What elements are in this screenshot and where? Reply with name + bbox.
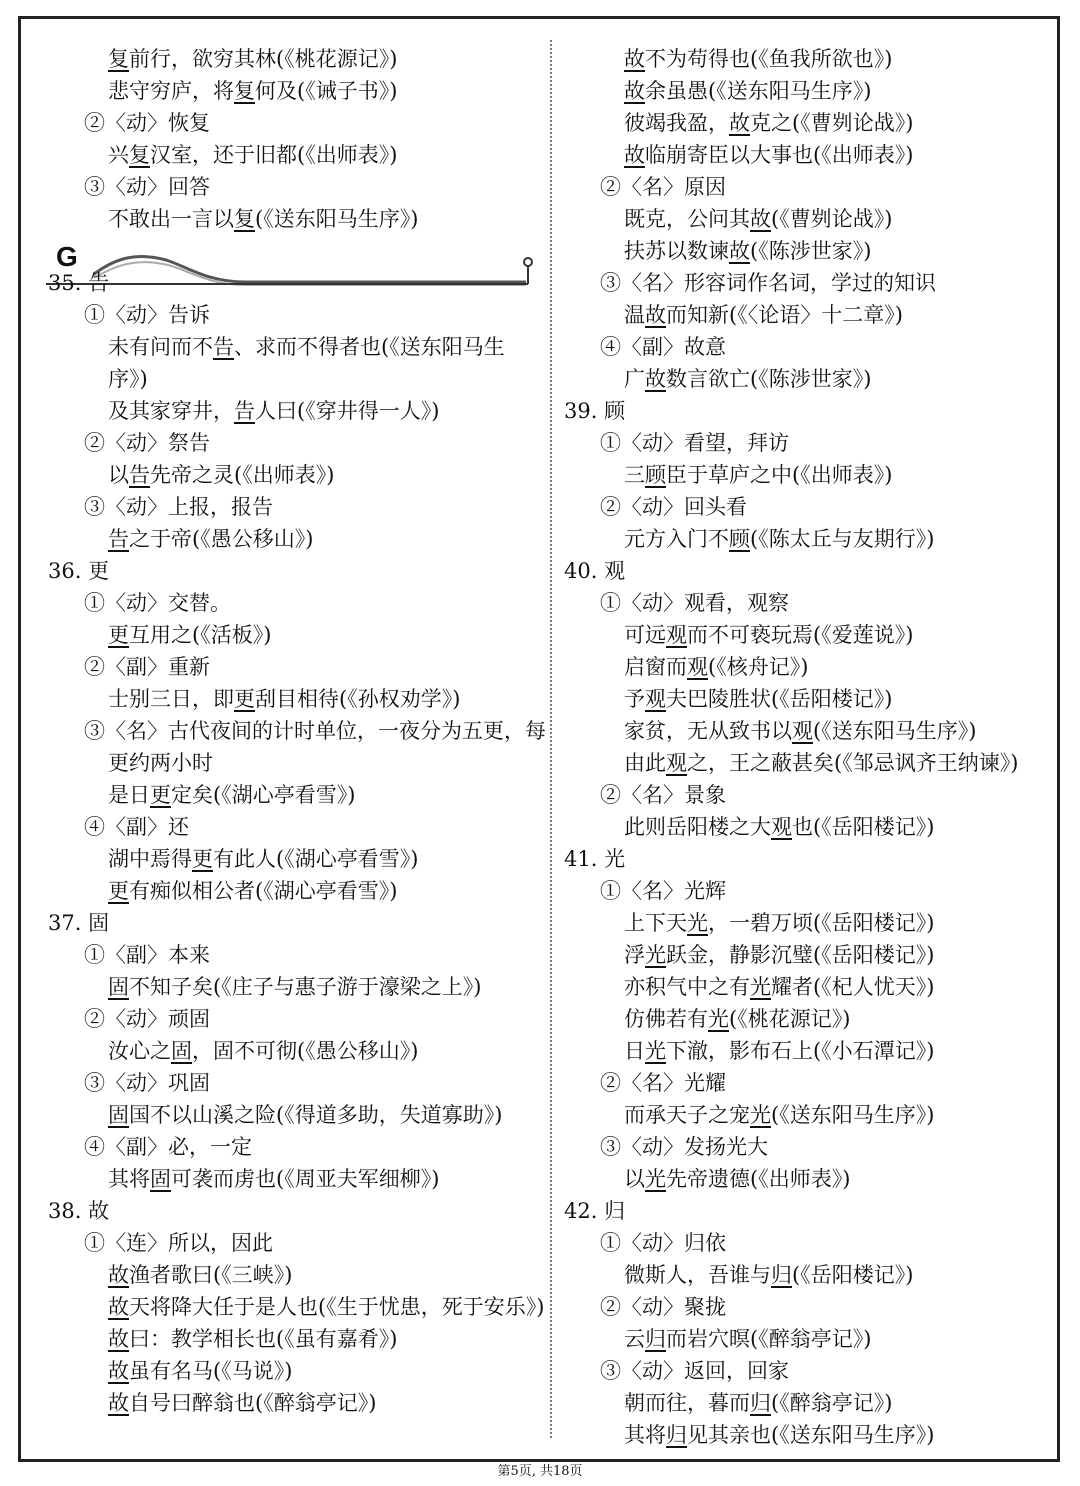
line-text-before: ②〈动〉恢复 — [84, 111, 210, 135]
underlined-keyword: 复 — [234, 207, 255, 231]
line-text-before: ③〈动〉上报，报告 — [84, 495, 273, 519]
line-text-before: 序》) — [108, 367, 148, 391]
sense-line — [84, 1068, 210, 1098]
sense-line — [84, 172, 210, 202]
underlined-keyword: 固 — [150, 1167, 171, 1191]
example-line — [624, 1004, 850, 1034]
example-line — [108, 76, 397, 106]
underlined-keyword: 顾 — [645, 463, 666, 487]
example-line — [108, 1260, 292, 1290]
example-line — [624, 364, 871, 394]
line-text-before: 其将 — [624, 1423, 666, 1447]
line-text-after: 渔者歌曰(《三峡》) — [129, 1263, 293, 1287]
line-text-before: 及其家穿井， — [108, 399, 234, 423]
column-divider — [550, 40, 552, 1438]
line-text-before: ①〈动〉观看，观察 — [600, 591, 789, 615]
example-line — [624, 812, 934, 842]
line-text-after: 而不可亵玩焉(《爱莲说》) — [687, 623, 914, 647]
line-text-before: ②〈名〉原因 — [600, 175, 726, 199]
line-text-after: 前行，欲穷其林(《桃花源记》) — [129, 47, 398, 71]
underlined-keyword: 更 — [192, 847, 213, 871]
sense-line — [84, 1004, 210, 1034]
example-line — [624, 300, 903, 330]
line-text-before: 三 — [624, 463, 645, 487]
underlined-keyword: 归 — [666, 1423, 687, 1447]
sense-line — [84, 940, 210, 970]
line-text-after: (《送东阳马生序》) — [255, 207, 419, 231]
example-line — [624, 1036, 934, 1066]
entry-heading — [48, 556, 109, 586]
underlined-keyword: 故 — [624, 79, 645, 103]
line-text-after: 而知新(《〈论语〉十二章》) — [666, 303, 903, 327]
example-line — [108, 620, 271, 650]
line-text-after: 夫巴陵胜状(《岳阳楼记》) — [666, 687, 893, 711]
entry-heading — [48, 268, 109, 298]
line-text-after: (《岳阳楼记》) — [792, 1263, 914, 1287]
example-line — [108, 1356, 292, 1386]
underlined-keyword: 故 — [108, 1263, 129, 1287]
line-text-after: 人曰(《穿井得一人》) — [255, 399, 440, 423]
line-text-before: ②〈副〉重新 — [84, 655, 210, 679]
example-line — [624, 204, 892, 234]
sense-line — [84, 716, 546, 746]
line-text-before: 37. 固 — [48, 911, 110, 935]
sense-line — [600, 1356, 789, 1386]
line-text-before: 上下天 — [624, 911, 687, 935]
example-line — [108, 684, 460, 714]
example-line — [108, 1100, 502, 1130]
line-text-before: ②〈动〉聚拢 — [600, 1295, 726, 1319]
underlined-keyword: 复 — [108, 47, 129, 71]
line-text-before: ①〈副〉本来 — [84, 943, 210, 967]
line-text-before: 41. 光 — [564, 847, 626, 871]
example-line — [624, 76, 871, 106]
line-text-after: 有此人(《湖心亭看雪》) — [213, 847, 419, 871]
line-text-after: 之于帝(《愚公移山》) — [129, 527, 314, 551]
example-line — [108, 460, 334, 490]
line-text-after: 国不以山溪之险(《得道多助，失道寡助》) — [129, 1103, 503, 1127]
sense-line — [600, 1068, 726, 1098]
underlined-keyword: 光 — [708, 1007, 729, 1031]
line-text-after: 克之(《曹刿论战》) — [750, 111, 914, 135]
underlined-keyword: 告 — [234, 399, 255, 423]
line-text-after: ，固不可彻(《愚公移山》) — [192, 1039, 419, 1063]
entry-heading — [564, 844, 625, 874]
underlined-keyword: 故 — [108, 1359, 129, 1383]
underlined-keyword: 观 — [666, 623, 687, 647]
example-line — [624, 460, 892, 490]
sense-line — [600, 172, 726, 202]
example-line — [108, 1036, 418, 1066]
example-line — [624, 620, 913, 650]
line-text-after: 虽有名马(《马说》) — [129, 1359, 293, 1383]
underlined-keyword: 故 — [624, 47, 645, 71]
line-text-after: 可袭而虏也(《周亚夫军细柳》) — [171, 1167, 440, 1191]
line-text-before: 此则岳阳楼之大 — [624, 815, 771, 839]
underlined-keyword: 复 — [234, 79, 255, 103]
line-text-before: ②〈名〉光耀 — [600, 1071, 726, 1095]
example-line — [624, 140, 913, 170]
underlined-keyword: 更 — [108, 623, 129, 647]
line-text-after: 数言欲亡(《陈涉世家》) — [666, 367, 872, 391]
example-line — [108, 876, 397, 906]
example-line — [624, 972, 934, 1002]
line-text-after: (《陈太丘与友期行》) — [750, 527, 935, 551]
section-header-swoosh — [94, 256, 526, 282]
entry-heading — [48, 908, 109, 938]
example-line — [624, 748, 1018, 778]
underlined-keyword: 归 — [645, 1327, 666, 1351]
line-text-after: 不为苟得也(《鱼我所欲也》) — [645, 47, 893, 71]
example-line — [108, 140, 397, 170]
line-text-before: 39. 顾 — [564, 399, 626, 423]
underlined-keyword: 故 — [624, 143, 645, 167]
underlined-keyword: 观 — [645, 687, 666, 711]
underlined-keyword: 光 — [750, 1103, 771, 1127]
sense-line — [600, 268, 936, 298]
underlined-keyword: 告 — [213, 335, 234, 359]
line-text-after: 曰：教学相长也(《虽有嘉肴》) — [129, 1327, 398, 1351]
line-text-after: 互用之(《活板》) — [129, 623, 272, 647]
line-text-before: 启窗而 — [624, 655, 687, 679]
line-text-after: 也(《岳阳楼记》) — [792, 815, 935, 839]
line-text-before: ③〈动〉回答 — [84, 175, 210, 199]
example-line — [624, 1388, 892, 1418]
underlined-keyword: 归 — [771, 1263, 792, 1287]
line-text-before: 36. 更 — [48, 559, 110, 583]
sense-line — [84, 1132, 252, 1162]
line-text-after: 跃金，静影沉璧(《岳阳楼记》) — [666, 943, 935, 967]
example-line — [108, 748, 213, 778]
line-text-before: ③〈名〉形容词作名词，学过的知识 — [600, 271, 936, 295]
underlined-keyword: 故 — [108, 1295, 129, 1319]
sense-line — [600, 1228, 726, 1258]
underlined-keyword: 观 — [771, 815, 792, 839]
sense-line — [600, 332, 726, 362]
underlined-keyword: 故 — [645, 367, 666, 391]
line-text-after: 不知子矣(《庄子与惠子游于濠梁之上》) — [129, 975, 482, 999]
sense-line — [600, 492, 747, 522]
underlined-keyword: 顾 — [729, 527, 750, 551]
underlined-keyword: 观 — [792, 719, 813, 743]
line-text-after: 临崩寄臣以大事也(《出师表》) — [645, 143, 914, 167]
line-text-before: 日 — [624, 1039, 645, 1063]
line-text-before: ③〈动〉巩固 — [84, 1071, 210, 1095]
line-text-before: 扶苏以数谏 — [624, 239, 729, 263]
line-text-before: 彼竭我盈， — [624, 111, 729, 135]
line-text-before: 亦积气中之有 — [624, 975, 750, 999]
line-text-before: 微斯人，吾谁与 — [624, 1263, 771, 1287]
line-text-before: 是日 — [108, 783, 150, 807]
line-text-before: ①〈动〉归依 — [600, 1231, 726, 1255]
line-text-after: (《醉翁亭记》) — [771, 1391, 893, 1415]
example-line — [624, 940, 934, 970]
entry-heading — [48, 1196, 109, 1226]
underlined-keyword: 告 — [129, 463, 150, 487]
line-text-before: 仿佛若有 — [624, 1007, 708, 1031]
example-line — [108, 332, 505, 362]
line-text-after: (《送东阳马生序》) — [771, 1103, 935, 1127]
example-line — [108, 44, 397, 74]
line-text-after: (《送东阳马生序》) — [813, 719, 977, 743]
line-text-before: 家贫，无从致书以 — [624, 719, 792, 743]
line-text-before: 予 — [624, 687, 645, 711]
underlined-keyword: 故 — [108, 1327, 129, 1351]
line-text-before: ③〈名〉古代夜间的计时单位，一夜分为五更，每 — [84, 719, 546, 743]
line-text-before: ③〈动〉返回，回家 — [600, 1359, 789, 1383]
entry-heading — [564, 556, 625, 586]
line-text-before: ②〈名〉景象 — [600, 783, 726, 807]
line-text-before: ②〈动〉顽固 — [84, 1007, 210, 1031]
line-text-after: 臣于草庐之中(《出师表》) — [666, 463, 893, 487]
line-text-after: (《桃花源记》) — [729, 1007, 851, 1031]
example-line — [108, 780, 355, 810]
underlined-keyword: 故 — [108, 1391, 129, 1415]
example-line — [108, 1164, 439, 1194]
line-text-before: 35. 告 — [48, 271, 110, 295]
line-text-before: 浮 — [624, 943, 645, 967]
line-text-after: 之，王之蔽甚矣(《邹忌讽齐王纳谏》) — [687, 751, 1019, 775]
entry-heading — [564, 396, 625, 426]
line-text-after: 天将降大任于是人也(《生于忧患，死于安乐》) — [129, 1295, 545, 1319]
example-line — [108, 972, 481, 1002]
underlined-keyword: 故 — [645, 303, 666, 327]
example-line — [108, 1292, 544, 1322]
underlined-keyword: 更 — [108, 879, 129, 903]
example-line — [624, 1164, 850, 1194]
line-text-after: (《曹刿论战》) — [771, 207, 893, 231]
line-text-before: 以 — [624, 1167, 645, 1191]
underlined-keyword: 固 — [108, 1103, 129, 1127]
line-text-before: ①〈动〉告诉 — [84, 303, 210, 327]
underlined-keyword: 故 — [729, 239, 750, 263]
section-header-dot — [524, 258, 532, 266]
example-line — [624, 1324, 871, 1354]
underlined-keyword: 光 — [750, 975, 771, 999]
line-text-before: 以 — [108, 463, 129, 487]
sense-line — [84, 588, 231, 618]
line-text-before: 其将 — [108, 1167, 150, 1191]
line-text-after: 汉室，还于旧都(《出师表》) — [150, 143, 398, 167]
sense-line — [84, 812, 189, 842]
underlined-keyword: 故 — [750, 207, 771, 231]
example-line — [624, 108, 913, 138]
underlined-keyword: 固 — [171, 1039, 192, 1063]
line-text-before: ④〈副〉必，一定 — [84, 1135, 252, 1159]
underlined-keyword: 观 — [666, 751, 687, 775]
sense-line — [600, 1292, 726, 1322]
line-text-before: ①〈动〉交替。 — [84, 591, 231, 615]
line-text-before: 朝而往，暮而 — [624, 1391, 750, 1415]
line-text-after: 自号曰醉翁也(《醉翁亭记》) — [129, 1391, 377, 1415]
line-text-after: 刮目相待(《孙权劝学》) — [255, 687, 461, 711]
line-text-before: ②〈动〉回头看 — [600, 495, 747, 519]
line-text-before: 士别三日，即 — [108, 687, 234, 711]
line-text-before: 而承天子之宠 — [624, 1103, 750, 1127]
line-text-after: 下澈，影布石上(《小石潭记》) — [666, 1039, 935, 1063]
example-line — [108, 1388, 376, 1418]
line-text-before: 元方入门不 — [624, 527, 729, 551]
section-header-g — [46, 238, 538, 286]
line-text-before: 湖中焉得 — [108, 847, 192, 871]
underlined-keyword: 复 — [129, 143, 150, 167]
line-text-before: 42. 归 — [564, 1199, 626, 1223]
line-text-after: 定矣(《湖心亭看雪》) — [171, 783, 356, 807]
underlined-keyword: 故 — [729, 111, 750, 135]
sense-line — [600, 588, 789, 618]
line-text-after: 而岩穴暝(《醉翁亭记》) — [666, 1327, 872, 1351]
sense-line — [600, 780, 726, 810]
sense-line — [600, 428, 789, 458]
line-text-before: 不敢出一言以 — [108, 207, 234, 231]
underlined-keyword: 归 — [750, 1391, 771, 1415]
line-text-after: (《陈涉世家》) — [750, 239, 872, 263]
section-letter: G — [56, 241, 78, 272]
line-text-before: 未有问而不 — [108, 335, 213, 359]
example-line — [624, 236, 871, 266]
line-text-after: 有痴似相公者(《湖心亭看雪》) — [129, 879, 398, 903]
example-line — [624, 652, 808, 682]
line-text-before: ③〈动〉发扬光大 — [600, 1135, 768, 1159]
line-text-before: 可远 — [624, 623, 666, 647]
line-text-after: (《核舟记》) — [708, 655, 809, 679]
example-line — [624, 524, 934, 554]
line-text-after: 、求而不得者也(《送东阳马生 — [234, 335, 505, 359]
line-text-before: 广 — [624, 367, 645, 391]
line-text-after: 见其亲也(《送东阳马生序》) — [687, 1423, 935, 1447]
line-text-before: 由此 — [624, 751, 666, 775]
example-line — [108, 844, 418, 874]
example-line — [624, 716, 976, 746]
example-line — [624, 1420, 934, 1450]
example-line — [108, 204, 418, 234]
example-line — [108, 1324, 397, 1354]
line-text-after: 耀者(《杞人忧天》) — [771, 975, 935, 999]
example-line — [108, 364, 148, 394]
example-line — [624, 908, 934, 938]
line-text-after: 余虽愚(《送东阳马生序》) — [645, 79, 872, 103]
line-text-before: ①〈连〉所以，因此 — [84, 1231, 273, 1255]
underlined-keyword: 告 — [108, 527, 129, 551]
example-line — [108, 396, 439, 426]
line-text-before: 更约两小时 — [108, 751, 213, 775]
line-text-before: 既克，公问其 — [624, 207, 750, 231]
example-line — [624, 1260, 913, 1290]
underlined-keyword: 更 — [150, 783, 171, 807]
line-text-before: ④〈副〉还 — [84, 815, 189, 839]
line-text-before: ①〈名〉光辉 — [600, 879, 726, 903]
example-line — [108, 524, 313, 554]
line-text-before: ④〈副〉故意 — [600, 335, 726, 359]
underlined-keyword: 固 — [108, 975, 129, 999]
page-footer: 第5页, 共18页 — [497, 1464, 583, 1479]
example-line — [624, 684, 892, 714]
sense-line — [84, 108, 210, 138]
line-text-before: 云 — [624, 1327, 645, 1351]
underlined-keyword: 光 — [645, 943, 666, 967]
sense-line — [84, 428, 210, 458]
line-text-after: 先帝遗德(《出师表》) — [666, 1167, 851, 1191]
entry-heading — [564, 1196, 625, 1226]
underlined-keyword: 观 — [687, 655, 708, 679]
sense-line — [84, 1228, 273, 1258]
sense-line — [84, 652, 210, 682]
line-text-after: 先帝之灵(《出师表》) — [150, 463, 335, 487]
underlined-keyword: 光 — [687, 911, 708, 935]
line-text-before: 悲守穷庐，将 — [108, 79, 234, 103]
example-line — [624, 44, 892, 74]
line-text-before: 兴 — [108, 143, 129, 167]
sense-line — [600, 1132, 768, 1162]
line-text-before: ①〈动〉看望，拜访 — [600, 431, 789, 455]
underlined-keyword: 光 — [645, 1167, 666, 1191]
line-text-after: 何及(《诫子书》) — [255, 79, 398, 103]
line-text-before: ②〈动〉祭告 — [84, 431, 210, 455]
line-text-before: 40. 观 — [564, 559, 626, 583]
example-line — [624, 1100, 934, 1130]
underlined-keyword: 光 — [645, 1039, 666, 1063]
sense-line — [84, 300, 210, 330]
line-text-after: ，一碧万顷(《岳阳楼记》) — [708, 911, 935, 935]
sense-line — [84, 492, 273, 522]
sense-line — [600, 876, 726, 906]
line-text-before: 汝心之 — [108, 1039, 171, 1063]
line-text-before: 38. 故 — [48, 1199, 110, 1223]
underlined-keyword: 更 — [234, 687, 255, 711]
line-text-before: 温 — [624, 303, 645, 327]
